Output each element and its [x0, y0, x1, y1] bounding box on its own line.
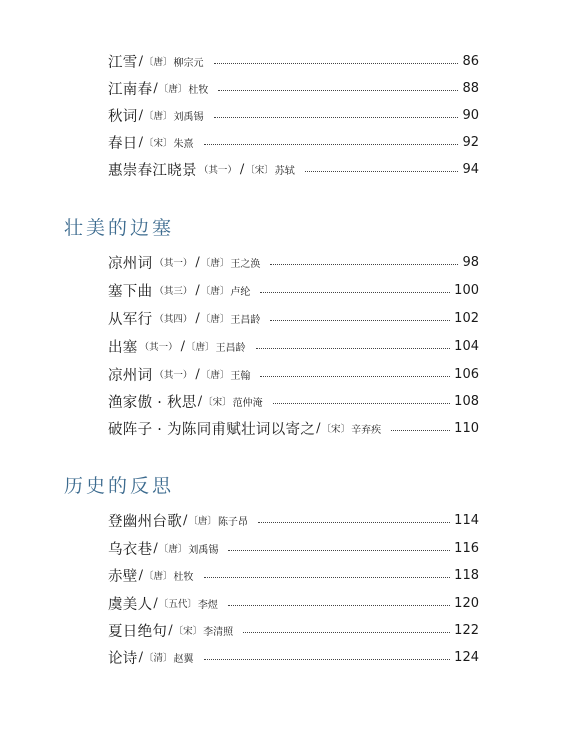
section-heading: 壮美的边塞 — [64, 217, 175, 239]
dynasty: 唐 — [210, 314, 220, 325]
dot-leader — [243, 632, 450, 633]
toc-entry[interactable]: 凉州词 （其一） / 〔唐〕 王翰 106 — [108, 363, 479, 385]
page-number: 122 — [454, 622, 479, 638]
toc-entry[interactable]: 凉州词 （其一） / 〔唐〕 王之涣 98 — [108, 251, 479, 273]
toc-entry[interactable]: 从军行 （其四） / 〔唐〕 王昌龄 102 — [108, 307, 479, 329]
dynasty: 唐 — [197, 516, 208, 527]
dot-leader — [204, 144, 459, 145]
poem-subtitle: （其一） — [154, 258, 193, 269]
poet-name: 刘禹锡 — [188, 544, 219, 556]
page-number: 92 — [462, 134, 479, 150]
dot-leader — [305, 171, 459, 172]
page-number: 114 — [454, 512, 479, 528]
toc-entry[interactable]: 虞美人 / 〔五代〕 李煜 120 — [108, 592, 479, 614]
dynasty: 唐 — [168, 544, 178, 555]
toc-entry[interactable]: 江南春 / 〔唐〕 杜牧 88 — [108, 77, 479, 99]
poet-name: 杜牧 — [188, 84, 209, 96]
dynasty: 宋 — [183, 626, 193, 637]
dot-leader — [260, 292, 450, 293]
page-number: 104 — [454, 338, 479, 354]
toc-entry[interactable]: 江雪 / 〔唐〕 柳宗元 86 — [108, 50, 479, 72]
page-number: 86 — [462, 53, 479, 69]
poem-title: 出塞 — [108, 339, 138, 356]
poet-name: 赵翼 — [173, 653, 194, 665]
poem-title: 破阵子 · 为陈同甫赋壮词以寄之 — [108, 421, 316, 438]
dynasty: 唐 — [210, 286, 220, 297]
poem-title: 惠崇春江晓景 — [108, 162, 197, 179]
page-number: 124 — [454, 649, 479, 665]
dynasty: 唐 — [153, 57, 164, 68]
dynasty: 宋 — [331, 424, 341, 435]
dynasty: 清 — [153, 653, 164, 664]
dynasty: 唐 — [168, 84, 178, 95]
dot-leader — [228, 550, 450, 551]
poem-title: 秋词 — [108, 108, 138, 125]
poem-title: 夏日绝句 — [108, 623, 168, 640]
page-number: 90 — [462, 107, 479, 123]
dot-leader — [256, 348, 451, 349]
poet-name: 范仲淹 — [232, 397, 263, 409]
dot-leader — [218, 90, 458, 91]
poet-name: 王之涣 — [230, 258, 261, 270]
poem-title: 塞下曲 — [108, 283, 153, 300]
poem-subtitle: （其一） — [154, 370, 193, 381]
poem-title: 登幽州台歌 — [108, 513, 182, 530]
poem-title: 江雪 — [108, 54, 138, 71]
page-number: 94 — [462, 161, 479, 177]
poet-name: 柳宗元 — [173, 57, 204, 69]
page-number: 88 — [462, 80, 479, 96]
page-number: 100 — [454, 282, 479, 298]
page-number: 120 — [454, 595, 479, 611]
dynasty: 唐 — [153, 571, 164, 582]
poem-subtitle: （其一） — [139, 342, 178, 353]
dynasty: 唐 — [195, 342, 206, 353]
poet-name: 王翰 — [230, 370, 251, 382]
dynasty: 宋 — [153, 138, 164, 149]
dot-leader — [228, 605, 450, 606]
dynasty: 唐 — [210, 370, 220, 381]
poem-subtitle: （其四） — [154, 314, 193, 325]
dot-leader — [204, 659, 451, 660]
dynasty: 五代 — [168, 599, 188, 610]
dynasty: 唐 — [153, 111, 164, 122]
poem-title: 赤壁 — [108, 568, 138, 585]
dot-leader — [270, 264, 458, 265]
toc-entry[interactable]: 秋词 / 〔唐〕 刘禹锡 90 — [108, 104, 479, 126]
poem-subtitle: （其一） — [198, 165, 237, 176]
toc-entry[interactable]: 出塞 （其一） / 〔唐〕 王昌龄 104 — [108, 335, 479, 357]
dynasty: 宋 — [254, 165, 265, 176]
poem-title: 从军行 — [108, 311, 153, 328]
toc-entry[interactable]: 夏日绝句 / 〔宋〕 李清照 122 — [108, 619, 479, 641]
page-number: 106 — [454, 366, 479, 382]
toc-entry[interactable]: 乌衣巷 / 〔唐〕 刘禹锡 116 — [108, 537, 479, 559]
poet-name: 李煜 — [197, 599, 218, 611]
poet-name: 李清照 — [203, 626, 234, 638]
dot-leader — [260, 376, 450, 377]
poet-name: 辛弃疾 — [351, 424, 382, 436]
dot-leader — [391, 430, 450, 431]
poet-name: 王昌龄 — [215, 342, 246, 354]
toc-entry[interactable]: 惠崇春江晓景 （其一） / 〔宋〕 苏轼 94 — [108, 158, 479, 180]
dot-leader — [204, 577, 451, 578]
poem-subtitle: （其三） — [154, 286, 193, 297]
dot-leader — [214, 63, 459, 64]
poet-name: 卢纶 — [230, 286, 251, 298]
page-number: 110 — [454, 420, 479, 436]
page-number: 108 — [454, 393, 479, 409]
poet-name: 刘禹锡 — [173, 111, 204, 123]
page-number: 118 — [454, 567, 479, 583]
dot-leader — [214, 117, 459, 118]
poem-title: 江南春 — [108, 81, 153, 98]
section-heading: 历史的反思 — [64, 475, 175, 497]
poet-name: 陈子昂 — [217, 516, 248, 528]
dot-leader — [273, 403, 451, 404]
poem-title: 论诗 — [108, 650, 138, 667]
toc-entry[interactable]: 登幽州台歌 / 〔唐〕 陈子昂 114 — [108, 509, 479, 531]
poem-title: 凉州词 — [108, 255, 153, 272]
poet-name: 杜牧 — [173, 571, 194, 583]
page-number: 102 — [454, 310, 479, 326]
poet-name: 王昌龄 — [230, 314, 261, 326]
toc-entry[interactable]: 破阵子 · 为陈同甫赋壮词以寄之 / 〔宋〕 辛弃疾 110 — [108, 417, 479, 439]
toc-entry[interactable]: 塞下曲 （其三） / 〔唐〕 卢纶 100 — [108, 279, 479, 301]
poet-name: 朱熹 — [173, 138, 194, 150]
poem-title: 春日 — [108, 135, 138, 152]
dynasty: 宋 — [212, 397, 223, 408]
poem-title: 乌衣巷 — [108, 541, 153, 558]
dot-leader — [270, 320, 450, 321]
poem-title: 渔家傲 · 秋思 — [108, 394, 197, 411]
dynasty: 唐 — [210, 258, 220, 269]
poem-title: 凉州词 — [108, 367, 153, 384]
toc-entry[interactable]: 渔家傲 · 秋思 / 〔宋〕 范仲淹 108 — [108, 390, 479, 412]
dot-leader — [258, 522, 450, 523]
toc-entry[interactable]: 赤壁 / 〔唐〕 杜牧 118 — [108, 564, 479, 586]
toc-entry[interactable]: 春日 / 〔宋〕 朱熹 92 — [108, 131, 479, 153]
poet-name: 苏轼 — [274, 165, 295, 177]
page-number: 116 — [454, 540, 479, 556]
page-number: 98 — [462, 254, 479, 270]
poem-title: 虞美人 — [108, 596, 153, 613]
toc-entry[interactable]: 论诗 / 〔清〕 赵翼 124 — [108, 646, 479, 668]
